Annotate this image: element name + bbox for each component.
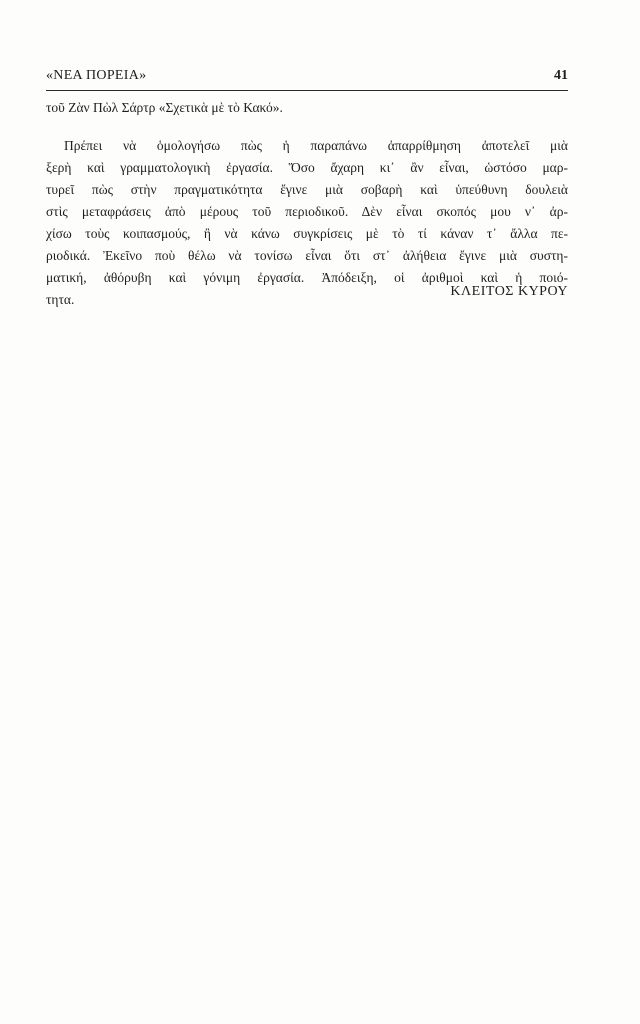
paragraph-line: στὶς μεταφράσεις ἀπὸ μέρους τοῦ περιοδικοῦ. Δὲν εἶναι σκοπός μου ν᾿ ἀρ- <box>46 204 568 219</box>
paragraph-line: ματική, ἀθόρυβη καὶ γόνιμη ἐργασία. Ἀπόδειξη, οἱ ἀριθμοὶ καὶ ἡ ποιό- <box>46 270 568 285</box>
header-rule <box>46 90 568 91</box>
opening-line: τοῦ Ζὰν Πὼλ Σάρτρ «Σχετικὰ μὲ τὸ Κακό». <box>46 100 283 115</box>
article-body <box>46 97 568 311</box>
page-header <box>46 68 568 90</box>
paragraph-line: ξερὴ καὶ γραμματολογικὴ ἐργασία. Ὅσο ἄχαρη κι᾿ ἂν εἶναι, ὡστόσο μαρ- <box>46 160 568 175</box>
page-number: 41 <box>554 68 568 83</box>
paragraph-line: τητα. <box>46 292 75 307</box>
paragraph-gap <box>46 119 568 135</box>
paragraph-line: Πρέπει νὰ ὁμολογήσω πὼς ἡ παραπάνω ἀπαρρίθμηση ἀποτελεῖ μιὰ <box>64 138 568 153</box>
paragraph-line: χίσω τοὺς κοιπασμούς, ἢ νὰ κάνω συγκρίσεις μὲ τὸ τί κάναν τ᾿ ἄλλα πε- <box>46 226 568 241</box>
author-signature: ΚΛΕΙΤΟΣ ΚΥΡΟΥ <box>450 284 568 299</box>
paragraph-line: ριοδικά. Ἐκεῖνο ποὺ θέλω νὰ τονίσω εἶναι ὅτι στ᾿ ἀλήθεια ἔγινε μιὰ συστη- <box>46 248 568 263</box>
paragraph-line: τυρεῖ πὼς στὴν πραγματικότητα ἔγινε μιὰ σοβαρὴ καὶ ὑπεύθυνη δουλειὰ <box>46 182 568 197</box>
running-head: «ΝΕΑ ΠΟΡΕΙΑ» <box>46 68 147 83</box>
